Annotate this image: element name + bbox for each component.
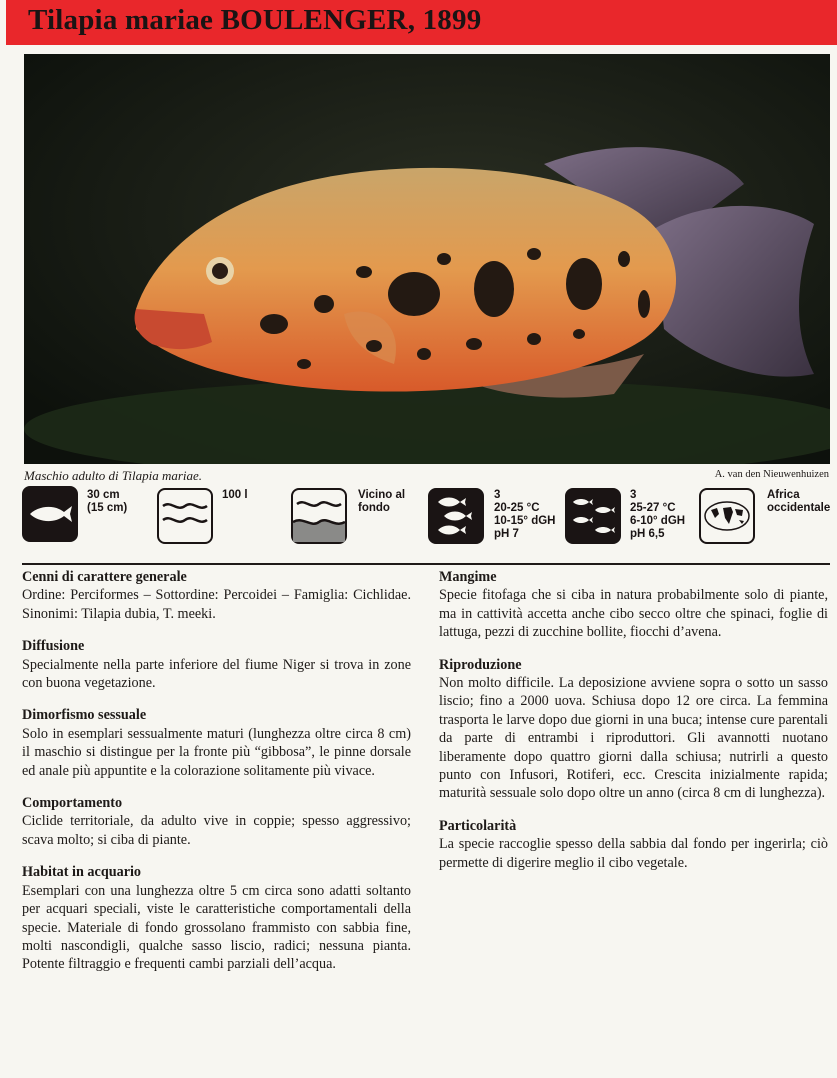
fish-photo xyxy=(24,54,830,464)
breeding-params-text: 3 25-27 °C 6-10° dGH pH 6,5 xyxy=(630,489,686,540)
section-heading: Cenni di carattere generale xyxy=(22,569,187,585)
section-body: La specie raccoglie spesso della sabbia dal fondo per ingerirla; ciò permette di digerire meglio il cibo vegetale. xyxy=(439,836,828,871)
section-heading: Dimorfismo sessuale xyxy=(22,707,147,724)
section-body: Specie fitofaga che si ciba in natura probabilmente solo di piante, ma in cattività accetta anche cibo secco oltre che spinaci, foglie di lattuga, pezzi di zucchine bollite, fiocchi d’avena. xyxy=(439,587,828,641)
section-body: Ordine: Perciformes – Sottordine: Percoidei – Famiglia: Cichlidae. Sinonimi: Tilapia dubia, T. meeki. xyxy=(22,587,411,622)
divider xyxy=(22,563,830,565)
section-behavior xyxy=(22,794,411,849)
size-text: 30 cm (15 cm) xyxy=(87,489,128,514)
section-body: Non molto difficile. La deposizione avviene sopra o sotto un sasso liscio; fino a 2000 uova. Schiusa dopo 12 ore circa. La femmina trasporta le larve dopo due giorni in una buca; intense cure parentali da parte di entrambi i riproduttori. Gli avannotti nuotano liberamente dopo quattro giorni dalla schiusa; nutrirli a questo punto con Infusori, Rotiferi, ecc. Crescita inizialmente rapida; maturità sessuale solo dopo oltre un anno (circa 8 cm di lunghezza). xyxy=(439,675,828,802)
tank-volume-icon xyxy=(157,488,213,544)
section-food xyxy=(439,568,828,642)
section-heading: Habitat in acquario xyxy=(22,864,142,881)
section-distribution xyxy=(22,637,411,692)
section-dimorphism xyxy=(22,706,411,780)
section-body: Esemplari con una lunghezza oltre 5 cm circa sono adatti soltanto per acquari speciali, viste le caratteristiche comportamentali della specie. Materiale di fondo grossolano frammisto con sabbia fine, molti nascondigli, qualche sasso liscio, radici; nessuna pianta. Potente filtraggio e frequenti cambi parziali dell’acqua. xyxy=(22,882,411,973)
region-text: Africa occidentale xyxy=(767,489,831,514)
section-general xyxy=(22,568,411,623)
section-heading: Riproduzione xyxy=(439,656,522,673)
section-particularities xyxy=(439,817,828,872)
swim-zone-bottom-icon xyxy=(291,488,347,544)
page-title: Tilapia mariae BOULENGER, 1899 xyxy=(28,4,482,36)
photo-caption: Maschio adulto di Tilapia mariae. xyxy=(24,468,203,483)
zone-text: Vicino al fondo xyxy=(358,489,406,514)
breeding-water-fish-icon xyxy=(565,488,621,544)
volume-text: 100 l xyxy=(222,489,248,501)
section-body: Ciclide territoriale, da adulto vive in coppie; spesso aggressivo; scava molto; si ciba di piante. xyxy=(22,813,411,848)
icon-row xyxy=(0,486,837,548)
right-column xyxy=(439,568,828,886)
section-habitat xyxy=(22,863,411,973)
section-body: Specialmente nella parte inferiore del fiume Niger si trova in zone con buona vegetazione. xyxy=(22,656,411,692)
fish-size-icon xyxy=(22,486,78,542)
left-column xyxy=(22,568,411,988)
water-params-fish-icon xyxy=(428,488,484,544)
water-params-text: 3 20-25 °C 10-15° dGH pH 7 xyxy=(494,489,556,540)
photo-credit: A. van den Nieuwenhuizen xyxy=(714,469,829,480)
section-body: Solo in esemplari sessualmente maturi (lunghezza oltre circa 8 cm) il maschio si distingue per la fronte più “gibbosa”, le pinne dorsale ed anale più appuntite e la colorazione solitamente più vivace. xyxy=(22,725,411,779)
section-reproduction xyxy=(439,656,828,803)
section-heading: Mangime xyxy=(439,569,497,585)
section-heading: Particolarità xyxy=(439,817,517,834)
fish-illustration xyxy=(24,54,830,464)
section-heading: Comportamento xyxy=(22,795,123,812)
section-heading: Diffusione xyxy=(22,638,85,655)
world-map-icon xyxy=(699,488,755,544)
title-bar xyxy=(6,0,837,45)
